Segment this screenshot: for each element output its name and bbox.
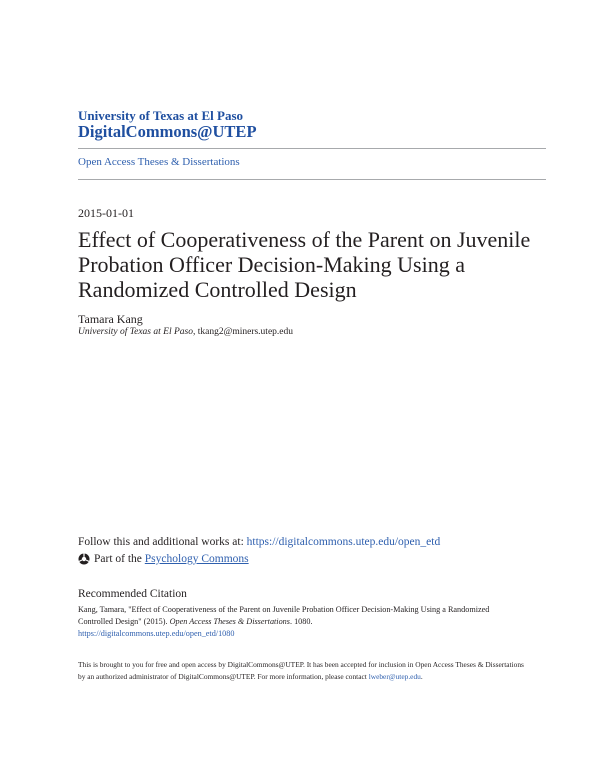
- notice-text: by an authorized administrator of DigitalCommons@UTEP. For more information, please contact: [78, 672, 367, 681]
- institution-name[interactable]: University of Texas at El Paso: [78, 108, 244, 123]
- affiliation-name: University of Texas at El Paso: [78, 327, 193, 337]
- access-notice: [78, 659, 548, 683]
- citation-url-link[interactable]: https://digitalcommons.utep.edu/open_etd/1080: [78, 629, 235, 638]
- collection-link[interactable]: Open Access Theses & Dissertations: [78, 156, 240, 168]
- notice-line-1: This is brought to you for free and open access by DigitalCommons@UTEP. It has been accepted for inclusion in Open Access Theses & Dissertations: [78, 660, 524, 669]
- network-icon: [78, 553, 90, 565]
- citation-year: Controlled Design" (2015).: [78, 617, 168, 626]
- document-title: [78, 227, 548, 302]
- collection-url-link[interactable]: https://digitalcommons.utep.edu/open_etd: [246, 536, 441, 548]
- title-line: Effect of Cooperativeness of the Parent on Juvenile: [78, 227, 531, 252]
- citation-journal: Open Access Theses & Dissertations: [169, 617, 290, 626]
- follow-line: [78, 536, 440, 548]
- recommended-citation-heading: Recommended Citation: [78, 588, 187, 600]
- psychology-commons-link[interactable]: Psychology Commons: [144, 553, 249, 565]
- notice-line-2: [78, 671, 548, 683]
- header-divider-top: [78, 148, 546, 149]
- author-name: Tamara Kang: [78, 312, 143, 326]
- follow-text: Follow this and additional works at:: [78, 536, 244, 548]
- header-divider-bottom: [78, 179, 546, 180]
- part-of-text: Part of the: [94, 553, 142, 565]
- citation-number: . 1080.: [289, 617, 313, 626]
- citation-line-1: Kang, Tamara, "Effect of Cooperativeness of the Parent on Juvenile Probation Officer Decision-Making Using a Randomized: [78, 605, 490, 614]
- title-line: Randomized Controlled Design: [78, 277, 357, 302]
- author-email: tkang2@miners.utep.edu: [197, 327, 294, 337]
- citation-text: [78, 604, 548, 640]
- notice-period: .: [420, 672, 423, 681]
- part-of-line: [78, 553, 249, 565]
- author-affiliation: University of Texas at El Paso, tkang2@miners.utep.edu: [78, 327, 294, 337]
- citation-line-2: [78, 616, 548, 628]
- repository-name[interactable]: DigitalCommons@UTEP: [78, 122, 257, 141]
- title-line: Probation Officer Decision-Making Using a: [78, 252, 465, 277]
- publication-date: 2015-01-01: [78, 206, 134, 220]
- contact-email-link[interactable]: lweber@utep.edu: [368, 672, 421, 681]
